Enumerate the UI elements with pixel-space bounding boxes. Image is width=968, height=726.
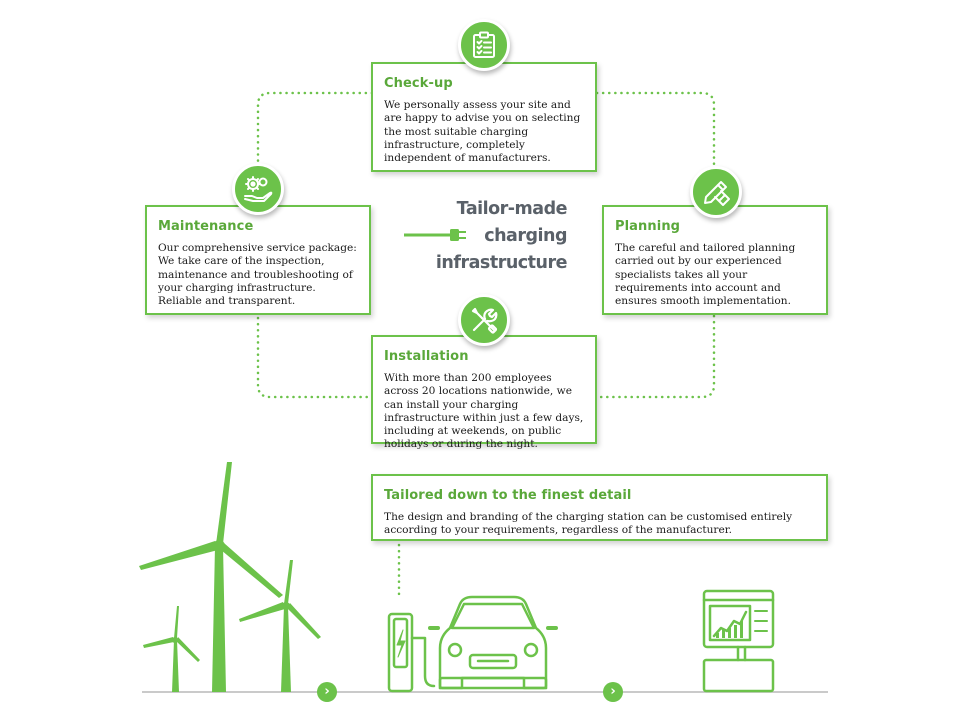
center-title-line-2: charging	[484, 226, 567, 246]
wind-turbines-illustration	[139, 462, 321, 692]
maintenance-card	[145, 205, 371, 315]
flow-arrow-2	[603, 682, 623, 702]
planning-badge	[690, 166, 742, 218]
tailored-card	[371, 474, 828, 541]
connector-planning-installation	[598, 316, 714, 397]
chevron-right-icon: ›	[610, 684, 616, 699]
tailored-text: The design and branding of the charging station can be customised entirely according to your requirements, regardless of the manufacturer.	[384, 511, 793, 537]
gears-hand-icon	[242, 174, 274, 204]
center-title	[410, 196, 567, 277]
maintenance-text: Our comprehensive service package: We take care of the inspection, maintenance and troubleshooting of your charging infrastructure. Reliable and transparent.	[158, 242, 357, 308]
installation-badge	[458, 294, 510, 346]
installation-title: Installation	[384, 349, 469, 364]
connector-checkup-maintenance	[258, 93, 372, 175]
planning-text: The careful and tailored planning carried out by our experienced specialists takes all your requirements into account and ensures smooth implementation.	[615, 242, 796, 308]
wrench-screwdriver-icon	[470, 306, 498, 334]
installation-text: With more than 200 employees across 20 locations nationwide, we can install your charging infrastructure within just a few days, including at weekends, on public holidays or during the night.	[384, 372, 584, 451]
car-illustration	[430, 597, 556, 688]
checkup-card	[371, 62, 597, 172]
pencil-ruler-icon	[701, 177, 731, 207]
checkup-text: We personally assess your site and are happy to advise you on selecting the most suitable charging infrastructure, completely independent of manufacturers.	[384, 99, 581, 165]
tailored-title: Tailored down to the finest detail	[384, 488, 632, 503]
connector-maintenance-installation	[258, 318, 370, 397]
checkup-title: Check-up	[384, 76, 453, 91]
monitoring-screen-illustration	[704, 591, 773, 691]
center-title-line-3: infrastructure	[435, 253, 567, 273]
chevron-right-icon: ›	[324, 684, 330, 699]
checkup-badge	[458, 19, 510, 71]
clipboard-checklist-icon	[471, 31, 497, 59]
center-title-line-1: Tailor-made	[456, 199, 567, 219]
planning-card	[602, 205, 828, 315]
connector-checkup-planning	[597, 93, 714, 168]
planning-title: Planning	[615, 219, 681, 234]
maintenance-badge	[232, 163, 284, 215]
maintenance-title: Maintenance	[158, 219, 254, 234]
charging-station-illustration	[389, 614, 434, 691]
flow-arrow-1	[317, 682, 337, 702]
installation-card	[371, 335, 597, 451]
